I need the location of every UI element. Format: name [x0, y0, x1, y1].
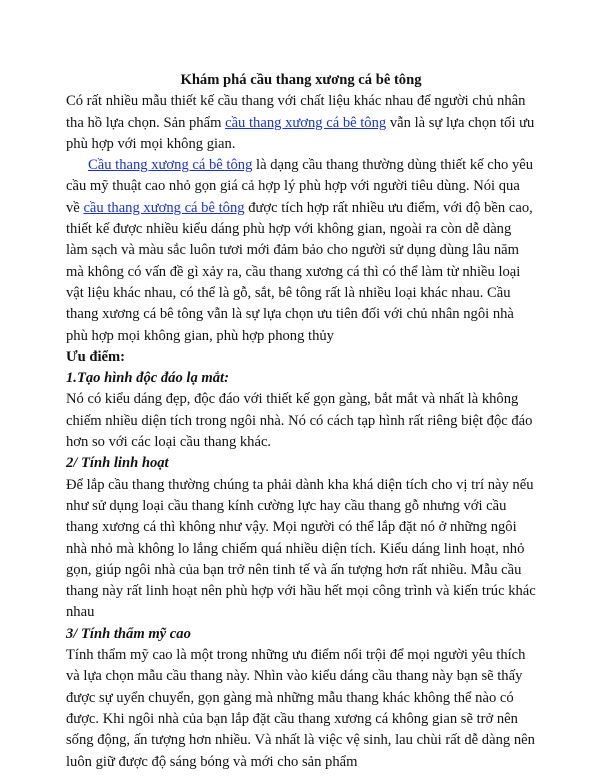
section-body-2: Để lắp cầu thang thường chúng ta phải dành kha khá diện tích cho vị trí này nếu như sử dụng loại cầu thang kính cường lực hay cầu thang gỗ nhưng với cầu thang xương cá thì không như vậy. Mọi người có thể lắp đặt nó ở những ngôi nhà nhỏ mà không lo lắng chiếm quá nhiều diện tích. Kiểu dáng linh hoạt, nhỏ gọn, giúp ngôi nhà của bạn trở nên tinh tế và ấn tượng hơn rất nhiều. Mẫu cầu thang này rất linh hoạt nên phù hợp với hầu hết mọi công trình và kiến trúc khác nhau: [66, 476, 536, 621]
document-content: [66, 70, 536, 773]
section-heading-3: 3/ Tính thẩm mỹ cao: [66, 625, 191, 642]
intro-paragraph: [66, 91, 536, 155]
description-text-1: là dạng cầu thang thường dùng thiết kế cho yêu cầu mỹ thuật cao nhỏ gọn giá cả hợp lý phù hợp với người tiêu dùng. Nói qua về: [66, 157, 534, 216]
advantages-label: Ưu điểm:: [66, 348, 126, 365]
section-body-1: Nó có kiểu dáng đẹp, độc đáo với thiết kế gọn gàng, bắt mắt và nhất là không chiếm nhiều diện tích trong ngôi nhà. Nó có cách tạp hình rất riêng biệt độc đáo hơn so với các loại cầu thang khác.: [66, 391, 533, 451]
page-title: Khám phá cầu thang xương cá bê tông: [180, 72, 422, 88]
description-paragraph: [66, 155, 536, 347]
intro-link[interactable]: cầu thang xương cá bê tông: [225, 114, 387, 131]
intro-text-before: Có rất nhiều mẫu thiết kế cầu thang với chất liệu khác nhau để người chủ nhân tha hồ lựa chọn. Sản phẩm: [66, 93, 526, 131]
description-link-1[interactable]: Cầu thang xương cá bê tông: [88, 157, 253, 174]
description-text-2: được tích hợp rất nhiều ưu điểm, với độ bền cao, thiết kế được nhiều kiểu dáng phù hợp với không gian, ngoài ra còn dễ dàng làm sạch và màu sắc luôn tươi mới đảm bảo cho người sử dụng dùng lâu năm mà không có vấn đề gì xảy ra, cầu thang xương cá thì có thể làm từ nhiều loại vật liệu khác nhau, có thể là gỗ, sắt, bê tông rất là nhiều loại khác nhau. Cầu thang xương cá bê tông vẫn là sự lựa chọn ưu tiên đối với chủ nhân ngôi nhà phù hợp mọi không gian, phù hợp phong thủy: [66, 199, 533, 344]
intro-text-after: vẫn là sự lựa chọn tối ưu phù hợp với mọi không gian.: [66, 114, 535, 152]
section-heading-1: 1.Tạo hình độc đáo lạ mắt:: [66, 370, 229, 387]
description-link-2[interactable]: cầu thang xương cá bê tông: [83, 199, 245, 216]
section-heading-2: 2/ Tính linh hoạt: [66, 455, 169, 472]
section-body-3: Tính thẩm mỹ cao là một trong những ưu điểm nổi trội để mọi người yêu thích và lựa chọn mẫu cầu thang này. Nhìn vào kiểu dáng cầu thang này bạn sẽ thấy được sự uyển chuyển, gọn gàng mà những mẫu thang khác không thể nào có được. Khi ngôi nhà của bạn lắp đặt cầu thang xương cá không gian sẽ trở nên sống động, ấn tượng hơn nhiều. Và nhất là việc vệ sinh, lau chùi rất dễ dàng nên luôn giữ được độ sáng bóng và mới cho sản phẩm: [66, 647, 535, 770]
